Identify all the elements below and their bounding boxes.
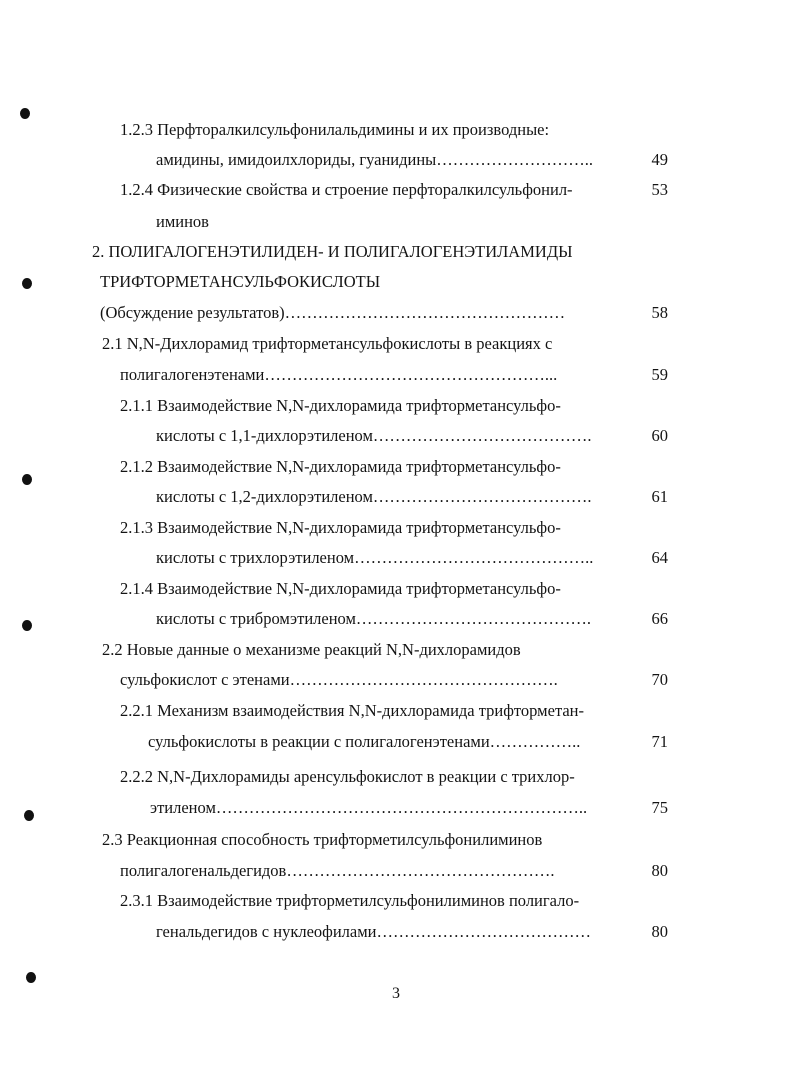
toc-line: амидины, имидоилхлориды, гуанидины……………………….. xyxy=(156,150,594,169)
binder-hole xyxy=(22,278,32,289)
toc-line: 2.3.1 Взаимодействие трифторметилсульфонилиминов полигало- xyxy=(120,891,580,910)
toc-line: сульфокислоты в реакции с полигалогенэтенами…………….. xyxy=(148,732,581,751)
toc-line: сульфокислот с этенами…………………………………………. xyxy=(120,670,558,689)
toc-page-number: 64 xyxy=(651,548,668,567)
toc-line: 2.1.3 Взаимодействие N,N-дихлорамида трифторметансульфо- xyxy=(120,518,561,537)
toc-line: этиленом………………………………………………………….. xyxy=(150,798,588,817)
toc-page-number: 53 xyxy=(651,180,668,199)
toc-line: 2.2 Новые данные о механизме реакций N,N-дихлорамидов xyxy=(102,640,521,659)
toc-page-number: 60 xyxy=(651,426,668,445)
toc-line: иминов xyxy=(156,212,209,231)
toc-line: 1.2.3 Перфторалкилсульфонилальдимины и их производные: xyxy=(120,120,550,139)
toc-page-number: 80 xyxy=(651,922,668,941)
toc-line: полигалогенальдегидов…………………………………………. xyxy=(120,861,555,880)
toc-page-number: 71 xyxy=(651,732,668,751)
toc-line: 2.1 N,N-Дихлорамид трифторметансульфокислоты в реакциях с xyxy=(102,334,553,353)
toc-page-number: 66 xyxy=(651,609,668,628)
toc-line: 2.1.2 Взаимодействие N,N-дихлорамида трифторметансульфо- xyxy=(120,457,561,476)
toc-page-number: 61 xyxy=(651,487,668,506)
toc-line: кислоты с трибромэтиленом……………………………………. xyxy=(156,609,592,628)
toc-page-number: 59 xyxy=(651,365,668,384)
binder-hole xyxy=(22,474,32,485)
toc-line: 2.3 Реакционная способность трифторметилсульфонилиминов xyxy=(102,830,543,849)
toc-page-number: 58 xyxy=(651,303,668,322)
binder-hole xyxy=(20,108,30,119)
page-number: 3 xyxy=(392,985,400,1002)
binder-hole xyxy=(22,620,32,631)
toc-page-number: 75 xyxy=(651,798,668,817)
toc-page-number: 80 xyxy=(651,861,668,880)
toc-line: кислоты с 1,2-дихлорэтиленом…………………………………. xyxy=(156,487,592,506)
toc-line: ТРИФТОРМЕТАНСУЛЬФОКИСЛОТЫ xyxy=(100,272,381,291)
toc-line: 1.2.4 Физические свойства и строение перфторалкилсульфонил- xyxy=(120,180,573,199)
toc-line: полигалогенэтенами……………………………………………... xyxy=(120,365,558,384)
toc-line: 2. ПОЛИГАЛОГЕНЭТИЛИДЕН- И ПОЛИГАЛОГЕНЭТИЛАМИДЫ xyxy=(92,242,573,261)
toc-page-number: 49 xyxy=(651,150,668,169)
toc-page-number: 70 xyxy=(651,670,668,689)
toc-line: 2.2.2 N,N-Дихлорамиды аренсульфокислот в реакции с трихлор- xyxy=(120,767,575,786)
toc-line: генальдегидов с нуклеофилами………………………………… xyxy=(156,922,592,941)
toc-line: 2.1.4 Взаимодействие N,N-дихлорамида трифторметансульфо- xyxy=(120,579,561,598)
toc-line: 2.1.1 Взаимодействие N,N-дихлорамида трифторметансульфо- xyxy=(120,396,561,415)
binder-hole xyxy=(26,972,36,983)
toc-line: кислоты с трихлорэтиленом…………………………………….. xyxy=(156,548,594,567)
binder-hole xyxy=(24,810,34,821)
toc-line: кислоты с 1,1-дихлорэтиленом…………………………………. xyxy=(156,426,592,445)
toc-line: 2.2.1 Механизм взаимодействия N,N-дихлорамида трифторметан- xyxy=(120,701,584,720)
toc-line: (Обсуждение результатов)…………………………………………… xyxy=(100,303,566,322)
